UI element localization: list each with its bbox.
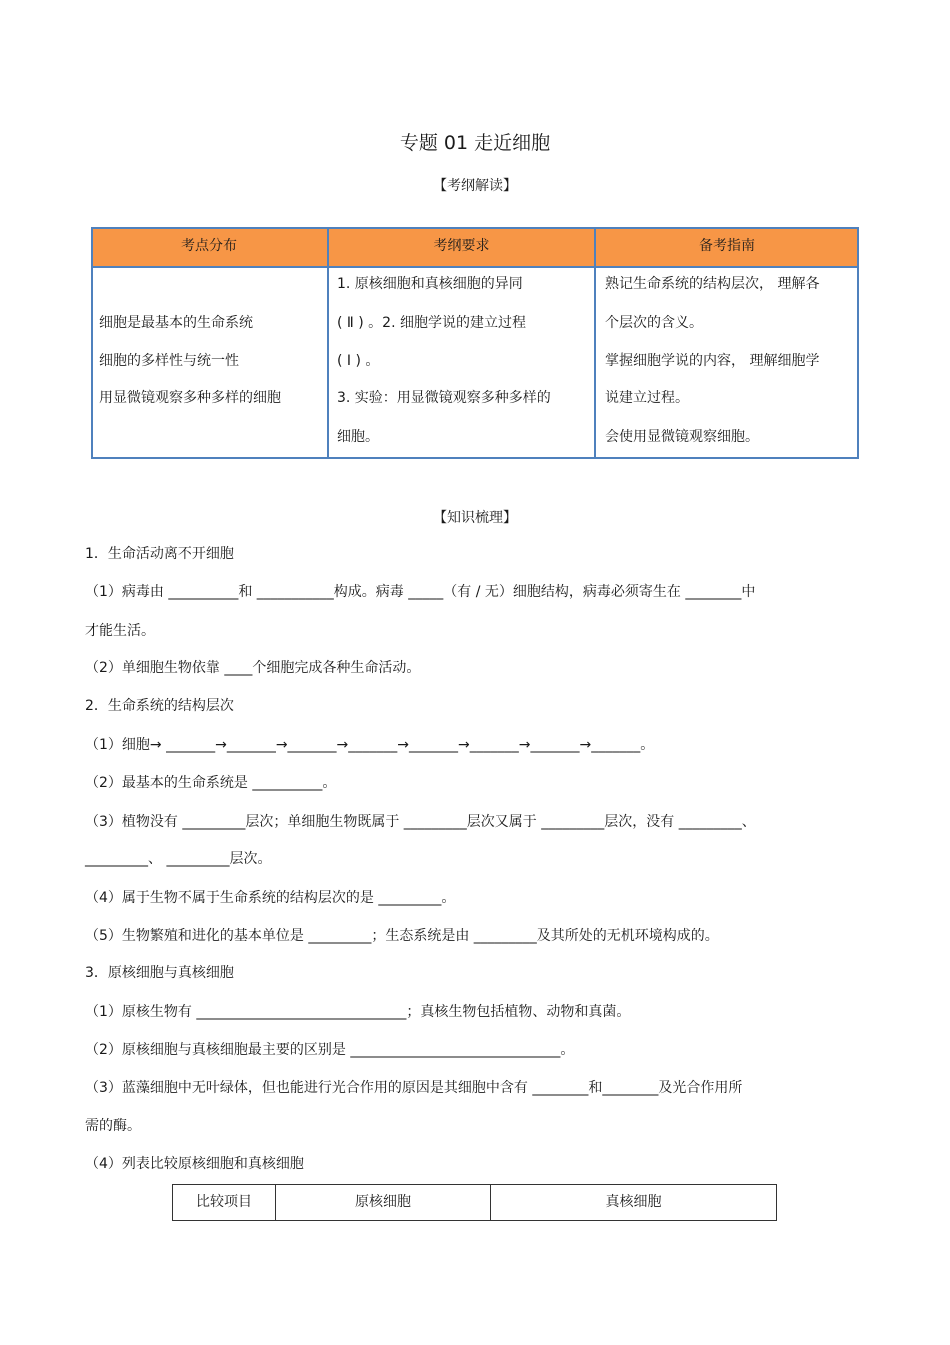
table-border	[594, 227, 596, 459]
section-heading: 2．生命系统的结构层次	[85, 698, 234, 714]
fill-blank-line: （4）列表比较原核细胞和真核细胞	[85, 1156, 304, 1172]
outline-topic-3: 用显微镜观察多种多样的细胞	[99, 390, 281, 406]
outline-header-topics: 考点分布	[181, 238, 237, 254]
outline-req-line-5: 细胞。	[337, 429, 379, 445]
fill-blank-line: （2）最基本的生命系统是 __________。	[85, 775, 337, 791]
fill-blank-line: （1）细胞→ _______→_______→_______→_______→_______→_______→_______→_______。	[85, 737, 655, 753]
page-title: 专题 01 走近细胞	[399, 132, 551, 154]
outline-req-line-4: 3. 实验：用显微镜观察多种多样的	[337, 390, 551, 406]
outline-guide-line-5: 会使用显微镜观察细胞。	[605, 429, 759, 445]
section-heading: 3．原核细胞与真核细胞	[85, 965, 234, 981]
fill-blank-line: （2）原核细胞与真核细胞最主要的区别是 ______________________________。	[85, 1042, 575, 1058]
section-heading: 1．生命活动离不开细胞	[85, 546, 234, 562]
fill-blank-line: 才能生活。	[85, 623, 155, 639]
outline-topic-2: 细胞的多样性与统一性	[99, 353, 239, 369]
outline-header-guide: 备考指南	[699, 238, 755, 254]
fill-blank-line: 需的酶。	[85, 1118, 141, 1134]
outline-header-requirements: 考纲要求	[433, 238, 490, 254]
outline-table	[91, 227, 859, 459]
fill-blank-line: （3）蓝藻细胞中无叶绿体，但也能进行光合作用的原因是其细胞中含有 ________和________及光合作用所	[85, 1080, 743, 1096]
outline-topic-1: 细胞是最基本的生命系统	[99, 315, 253, 331]
outline-guide-line-4: 说建立过程。	[605, 390, 689, 406]
table-border	[327, 227, 329, 459]
table-border	[91, 227, 859, 229]
fill-blank-line: （5）生物繁殖和进化的基本单位是 _________；生态系统是由 _________及其所处的无机环境构成的。	[85, 928, 719, 944]
outline-req-line-2: ( Ⅱ ) 。2. 细胞学说的建立过程	[337, 315, 526, 331]
table-border	[91, 266, 859, 268]
fill-blank-line: _________、 _________层次。	[85, 851, 272, 867]
outline-req-line-3: ( Ⅰ ) 。	[337, 353, 380, 369]
outline-guide-line-3: 掌握细胞学说的内容， 理解细胞学	[605, 353, 820, 369]
fill-blank-line: （1）原核生物有 ______________________________；真核生物包括植物、动物和真菌。	[85, 1004, 631, 1020]
table-border	[91, 227, 93, 459]
compare-header-eukaryote: 真核细胞	[605, 1194, 662, 1210]
table-border	[91, 457, 859, 459]
fill-blank-line: （4）属于生物不属于生命系统的结构层次的是 _________。	[85, 890, 456, 906]
comparison-table	[172, 1184, 777, 1221]
outline-guide-line-1: 熟记生命系统的结构层次， 理解各	[605, 276, 820, 292]
compare-header-item: 比较项目	[196, 1194, 252, 1210]
outline-heading: 【考纲解读】	[433, 178, 517, 194]
outline-req-line-1: 1. 原核细胞和真核细胞的异同	[337, 276, 523, 292]
knowledge-heading: 【知识梳理】	[433, 510, 517, 526]
fill-blank-line: （1）病毒由 __________和 ___________构成。病毒 _____（有 / 无）细胞结构，病毒必须寄生在 ________中	[85, 584, 756, 600]
compare-header-prokaryote: 原核细胞	[355, 1194, 411, 1210]
fill-blank-line: （3）植物没有 _________层次；单细胞生物既属于 _________层次又属于 _________层次，没有 _________、	[85, 814, 756, 830]
table-border	[857, 227, 859, 459]
fill-blank-line: （2）单细胞生物依靠 ____个细胞完成各种生命活动。	[85, 660, 421, 676]
outline-guide-line-2: 个层次的含义。	[605, 315, 703, 331]
